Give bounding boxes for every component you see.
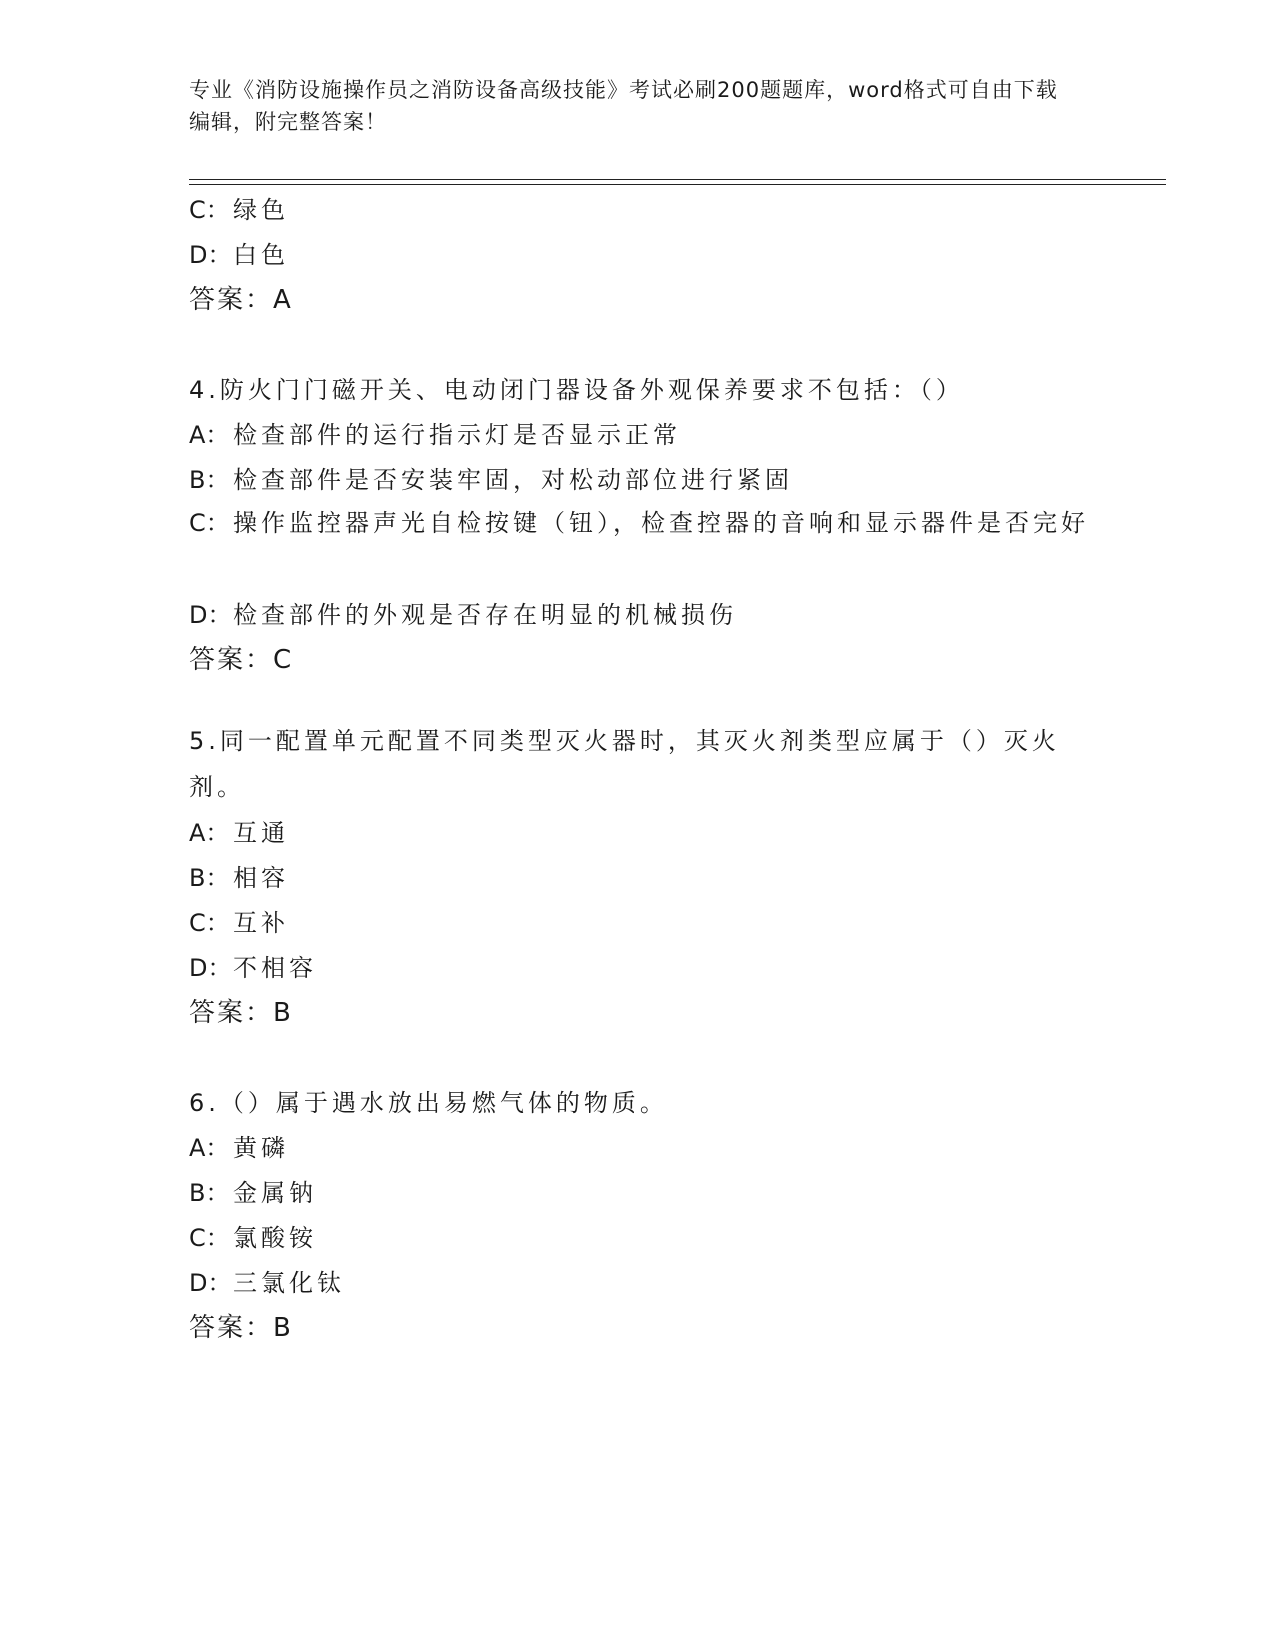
option-label: D： xyxy=(189,601,232,629)
option-text: 检查部件是否安装牢固，对松动部位进行紧固 xyxy=(233,466,793,494)
option-label: A： xyxy=(189,1134,230,1162)
option-text: 互补 xyxy=(233,909,289,937)
option-text: 绿色 xyxy=(233,196,289,224)
option-label: A： xyxy=(189,819,230,847)
option-text: 检查部件的运行指示灯是否显示正常 xyxy=(233,421,681,449)
option-text: 操作监控器声光自检按键（钮），检查控器的音响和显示器件是否完好 xyxy=(233,509,1089,537)
header-divider-bottom xyxy=(189,184,1166,185)
option-text: 氯酸铵 xyxy=(233,1224,317,1252)
question-5-option-d xyxy=(189,952,317,984)
question-4-option-c xyxy=(189,500,1089,546)
question-4-stem: 4.防火门门磁开关、电动闭门器设备外观保养要求不包括：（） xyxy=(189,376,964,404)
document-header: 专业《消防设施操作员之消防设备高级技能》考试必刷200题题库，word格式可自由下载编辑，附完整答案！ xyxy=(189,78,1058,134)
option-label: D： xyxy=(189,1269,232,1297)
option-text: 白色 xyxy=(233,241,289,269)
question-5-option-c xyxy=(189,907,289,939)
question-6-answer: 答案：B xyxy=(189,1313,293,1343)
option-text: 检查部件的外观是否存在明显的机械损伤 xyxy=(233,601,737,629)
question-4-option-d xyxy=(189,599,737,631)
option-text: 互通 xyxy=(233,819,289,847)
question-6-stem: 6.（）属于遇水放出易燃气体的物质。 xyxy=(189,1089,668,1117)
option-label: D： xyxy=(189,241,232,269)
option-label: B： xyxy=(189,1179,230,1207)
option-text: 黄磷 xyxy=(233,1134,289,1162)
question-6-option-a xyxy=(189,1132,289,1164)
question-4-option-a xyxy=(189,419,681,451)
question-5-option-b xyxy=(189,862,289,894)
option-label: B： xyxy=(189,864,230,892)
prev-question-option-d xyxy=(189,239,289,271)
option-text: 三氯化钛 xyxy=(233,1269,345,1297)
option-label: D： xyxy=(189,954,232,982)
question-5-answer: 答案：B xyxy=(189,998,293,1028)
question-6-option-c xyxy=(189,1222,317,1254)
prev-question-option-c xyxy=(189,194,289,226)
question-5-stem: 5.同一配置单元配置不同类型灭火器时，其灭火剂类型应属于（）灭火剂。 xyxy=(189,727,1060,801)
option-text: 不相容 xyxy=(233,954,317,982)
question-6-option-b xyxy=(189,1177,317,1209)
option-text: 相容 xyxy=(233,864,289,892)
question-4-option-b xyxy=(189,464,793,496)
header-divider-top xyxy=(189,179,1166,180)
option-text: 金属钠 xyxy=(233,1179,317,1207)
question-4-answer: 答案：C xyxy=(189,645,294,675)
option-label: C： xyxy=(189,909,230,937)
option-label: C： xyxy=(189,1224,230,1252)
option-label: C： xyxy=(189,196,230,224)
question-5-option-a xyxy=(189,817,289,849)
option-label: B： xyxy=(189,466,230,494)
question-6-option-d xyxy=(189,1267,345,1299)
option-label: C： xyxy=(189,509,230,537)
prev-question-answer: 答案：A xyxy=(189,285,293,315)
option-label: A： xyxy=(189,421,230,449)
